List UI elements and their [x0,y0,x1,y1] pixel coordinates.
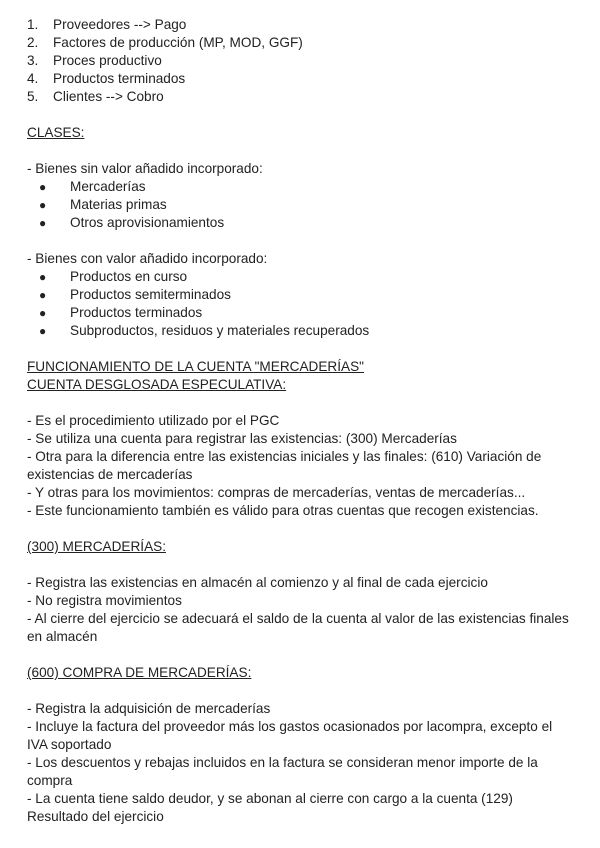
paragraph-line: - Los descuentos y rebajas incluidos en la factura se consideran menor importe de la compra [27,755,538,788]
paragraph-line: - Es el procedimiento utilizado por el PGC [27,413,280,428]
numbered-list [27,16,570,106]
section-heading-compra: (600) COMPRA DE MERCADERÍAS: [27,665,252,680]
paragraph-line: - No registra movimientos [27,593,182,608]
list-item: ● Productos semiterminados [27,286,570,304]
paragraph-line: - Al cierre del ejercicio se adecuará el saldo de la cuenta al valor de las existencias finales en almacén [27,611,569,644]
list-item: ● Productos en curso [27,268,570,286]
list-item: 1. Proveedores --> Pago [27,17,187,32]
list-item: ● Otros aprovisionamientos [27,214,570,232]
list-item: ● Mercaderías [27,178,570,196]
paragraph-line: - Incluye la factura del proveedor más los gastos ocasionados por lacompra, excepto el IVA soportado [27,719,553,752]
list-item: 3. Proces productivo [27,53,162,68]
list-item: 2. Factores de producción (MP, MOD, GGF) [27,35,303,50]
section-heading-funcionamiento: FUNCIONAMIENTO DE LA CUENTA "MERCADERÍAS" [27,359,364,374]
bullet-icon: ● [39,288,47,302]
bullet-list [27,268,570,340]
group-title: - Bienes sin valor añadido incorporado: [27,161,263,176]
bullet-icon: ● [39,324,47,338]
bullet-icon: ● [39,180,47,194]
list-item: ● Materias primas [27,196,570,214]
bullet-icon: ● [39,270,47,284]
paragraph-line: - Este funcionamiento también es válido para otras cuentas que recogen existencias. [27,503,539,518]
list-item: ● Productos terminados [27,304,570,322]
paragraph-line: - Otra para la diferencia entre las existencias iniciales y las finales: (610) Variación de existencias de mercaderías [27,449,542,482]
paragraph-line: - Registra las existencias en almacén al comienzo y al final de cada ejercicio [27,575,488,590]
group-title: - Bienes con valor añadido incorporado: [27,251,268,266]
paragraph-line: - La cuenta tiene saldo deudor, y se abonan al cierre con cargo a la cuenta (129) Resultado del ejercicio [27,791,513,824]
section-heading-mercaderias: (300) MERCADERÍAS: [27,539,166,554]
bullet-icon: ● [39,198,47,212]
bullet-icon: ● [39,306,47,320]
bullet-icon: ● [39,216,47,230]
paragraph-line: - Y otras para los movimientos: compras de mercaderías, ventas de mercaderías... [27,485,526,500]
section-subheading: CUENTA DESGLOSADA ESPECULATIVA: [27,377,287,392]
list-item: 4. Productos terminados [27,71,186,86]
section-heading-clases: CLASES: [27,125,85,140]
paragraph-line: - Se utiliza una cuenta para registrar las existencias: (300) Mercaderías [27,431,457,446]
bullet-list [27,178,570,232]
paragraph-line: - Registra la adquisición de mercaderías [27,701,271,716]
list-item: ● Subproductos, residuos y materiales recuperados [27,322,570,340]
list-item: 5. Clientes --> Cobro [27,89,164,104]
